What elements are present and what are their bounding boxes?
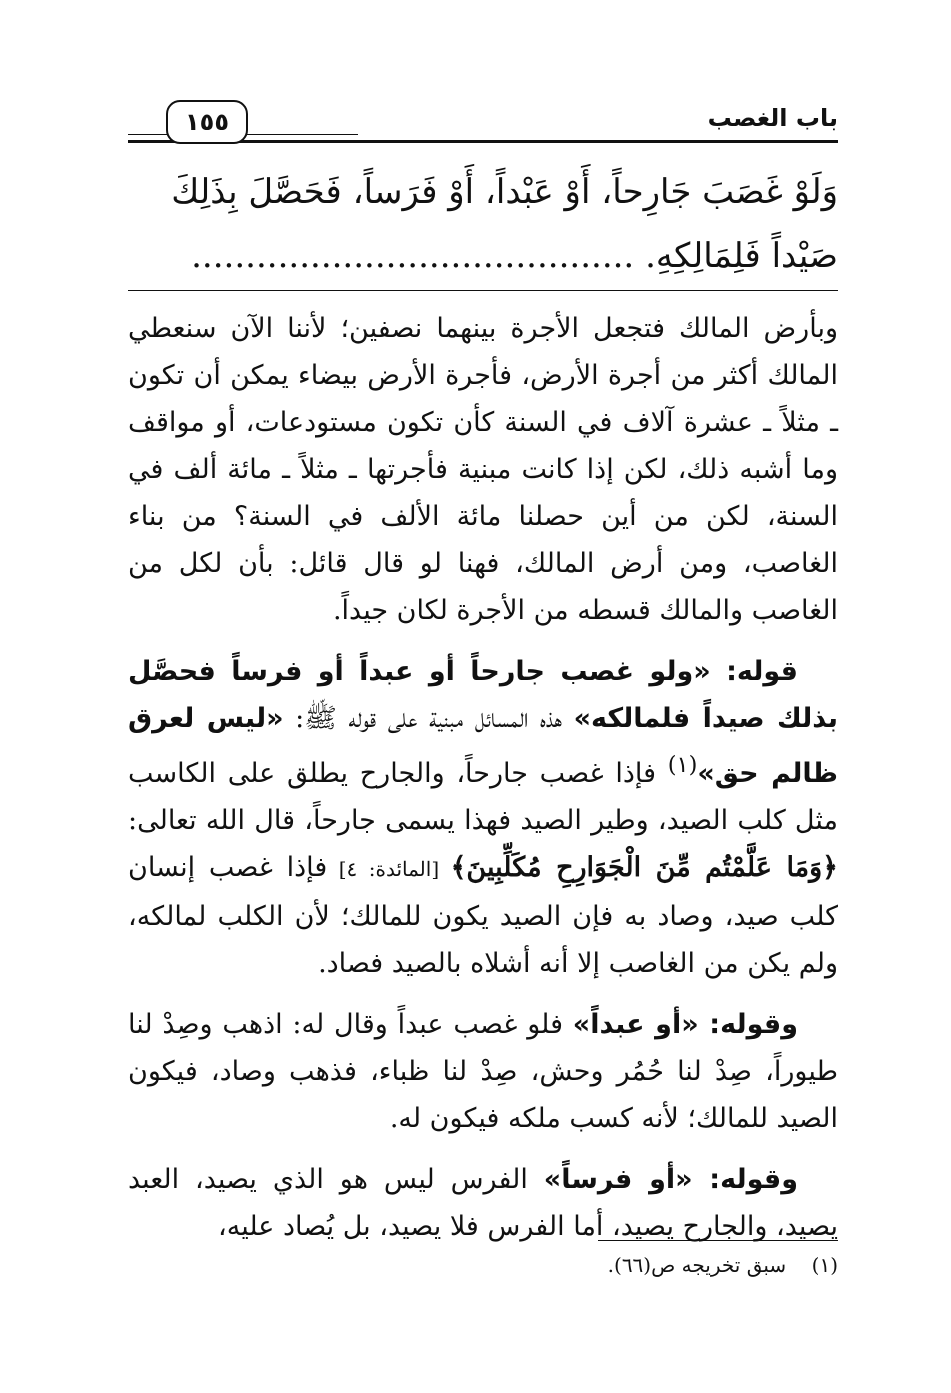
chapter-title: باب الغصب bbox=[707, 104, 838, 132]
footnote-marker: (١) bbox=[667, 752, 698, 778]
footnote-rule bbox=[598, 1240, 838, 1241]
verse-reference: [المائدة: ٤] bbox=[327, 857, 451, 881]
footnote-text: سبق تخريجه ص(٦٦). bbox=[607, 1253, 787, 1277]
quoted-text: قوله: «ولو غصب جارحاً أو عبداً أو فرساً فحصَّل بذلك صيداً فلمالكه» bbox=[128, 656, 839, 734]
commentary bbox=[128, 305, 838, 1264]
hadith-quote: «ليس لعرق ظالم حق» bbox=[128, 703, 838, 789]
paragraph-text: الفرس ليس هو الذي يصيد، العبد يصيد، والجارح يصيد، أما الفرس فلا يصيد، بل يُصاد عليه، bbox=[128, 1164, 838, 1242]
commentary-paragraph-2 bbox=[128, 648, 838, 987]
base-text-line-2-text: صَيْداً فَلِمَالِكِهِ. bbox=[645, 236, 838, 276]
commentary-paragraph-4 bbox=[128, 1156, 838, 1250]
base-text-line-2 bbox=[128, 224, 838, 288]
base-text-line-1: وَلَوْ غَصَبَ جَارِحاً، أَوْ عَبْداً، أَوْ فَرَساً، فَحَصَّلَ بِذَلِكَ bbox=[171, 172, 838, 212]
quran-verse: ﴿وَمَا عَلَّمْتُم مِّنَ الْجَوَارِحِ مُكَلِّبِينَ﴾ bbox=[450, 852, 839, 883]
paragraph-text: هذه المسائل مبنية على قوله ﷺ: bbox=[283, 703, 574, 734]
paragraph-text: فلو غصب عبداً وقال له: اذهب وصِدْ لنا طيوراً، صِدْ لنا حُمُر وحش، صِدْ لنا ظباء، فذهب وصاد، فيكون الصيد للمالك؛ لأنه كسب ملكه فيكون له. bbox=[128, 1009, 838, 1134]
footnote-number: (١) bbox=[811, 1253, 838, 1277]
running-header bbox=[128, 100, 838, 148]
base-text bbox=[128, 160, 838, 288]
section-separator bbox=[128, 290, 838, 291]
footnote bbox=[338, 1250, 838, 1280]
quoted-text: وقوله: «أو فرساً» bbox=[543, 1164, 798, 1195]
page-number: ١٥٥ bbox=[166, 100, 248, 144]
paragraph-text: فإذا غصب إنسان كلب صيد، وصاد به فإن الصيد يكون للمالك؛ لأن الكلب لمالكه، ولم يكن من الغاصب إلا أنه أشلاه بالصيد فصاد. bbox=[128, 852, 838, 979]
base-text-dots: ......................................... bbox=[191, 236, 635, 276]
quoted-text: وقوله: «أو عبداً» bbox=[572, 1009, 798, 1040]
commentary-paragraph-3 bbox=[128, 1001, 838, 1142]
commentary-paragraph-1: وبأرض المالك فتجعل الأجرة بينهما نصفين؛ لأننا الآن سنعطي المالك أكثر من أجرة الأرض، فأجرة الأرض بيضاء يمكن أن تكون ـ مثلاً ـ عشرة آلاف في السنة كأن تكون مستودعات، أو مواقف وما أشبه ذلك، لكن إذا كانت مبنية فأجرتها ـ مثلاً ـ مائة ألف في السنة، لكن من أين حصلنا مائة الألف في السنة؟ من بناء الغاصب، ومن أرض المالك، فهنا لو قال قائل: بأن لكل من الغاصب والمالك قسطه من الأجرة لكان جيداً. bbox=[128, 313, 839, 626]
paragraph-text: فإذا غصب جارحاً، والجارح يطلق على الكاسب مثل كلب الصيد، وطير الصيد فهذا يسمى جارحاً، قال الله تعالى: bbox=[128, 758, 838, 836]
